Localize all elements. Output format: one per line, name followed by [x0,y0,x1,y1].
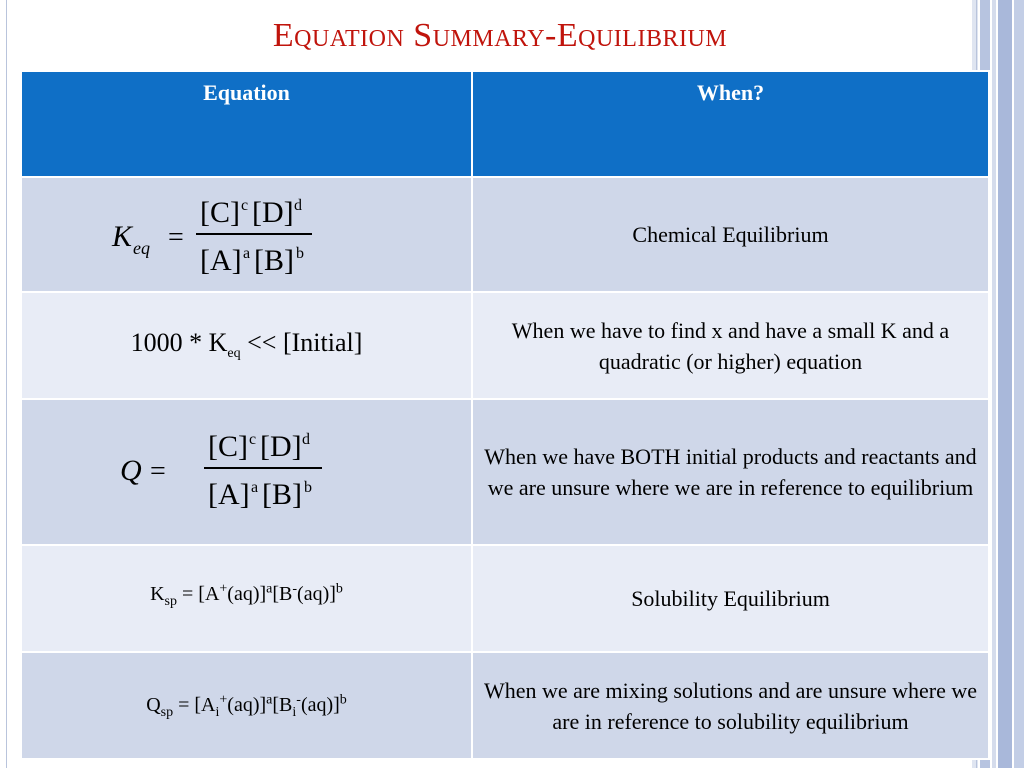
table-row [21,652,989,759]
frame-line-left [6,0,7,768]
approximation-equation: $1000 * K_{eq}$ << [Initial] [21,292,472,399]
svg-text:a: a [251,479,259,496]
header-row [21,71,989,177]
svg-text:=: = [168,222,184,253]
svg-text:Q: Q [120,454,142,487]
when-cell: Chemical Equilibrium [472,177,989,292]
svg-text:[A]: [A] [208,478,250,511]
table-row [21,545,989,652]
table-row [21,399,989,545]
svg-text:[B]: [B] [254,244,294,277]
svg-text:c: c [241,197,249,214]
svg-text:[C]: [C] [200,196,240,229]
keq-fraction [22,178,473,285]
svg-text:b: b [296,245,304,262]
svg-text:d: d [302,431,310,448]
svg-text:c: c [249,431,257,448]
q-fraction [22,400,473,538]
when-cell: Solubility Equilibrium [472,545,989,652]
svg-text:=: = [150,456,166,487]
when-cell: When we have BOTH initial products and reactants and we are unsure where we are in reference to equilibrium [472,399,989,545]
when-cell: When we have to find x and have a small K and a quadratic (or higher) equation [472,292,989,399]
svg-text:[D]: [D] [260,430,302,463]
svg-text:a: a [243,245,251,262]
keq-equation [21,177,472,292]
table-row [21,292,989,399]
svg-text:d: d [294,197,302,214]
svg-text:b: b [304,479,312,496]
svg-text:[D]: [D] [252,196,294,229]
svg-text:eq: eq [133,238,150,258]
header-equation: Equation [21,71,472,177]
equation-table [20,70,990,760]
ksp-equation: $K_{sp} = [A^+(aq)]^a[B^-(aq)]^b$ [21,545,472,652]
svg-text:[C]: [C] [208,430,248,463]
table-row [21,177,989,292]
svg-text:[B]: [B] [262,478,302,511]
q-equation [21,399,472,545]
slide-title: Equation Summary-Equilibrium [272,17,728,54]
header-when: When? [472,71,989,177]
qsp-equation: $Q_{sp} = [A_i^+(aq)]^a[B_i^-(aq)]^b$ [21,652,472,759]
svg-text:K: K [112,220,133,253]
when-cell: When we are mixing solutions and are unsure where we are in reference to solubility equilibrium [472,652,989,759]
svg-text:[A]: [A] [200,244,242,277]
